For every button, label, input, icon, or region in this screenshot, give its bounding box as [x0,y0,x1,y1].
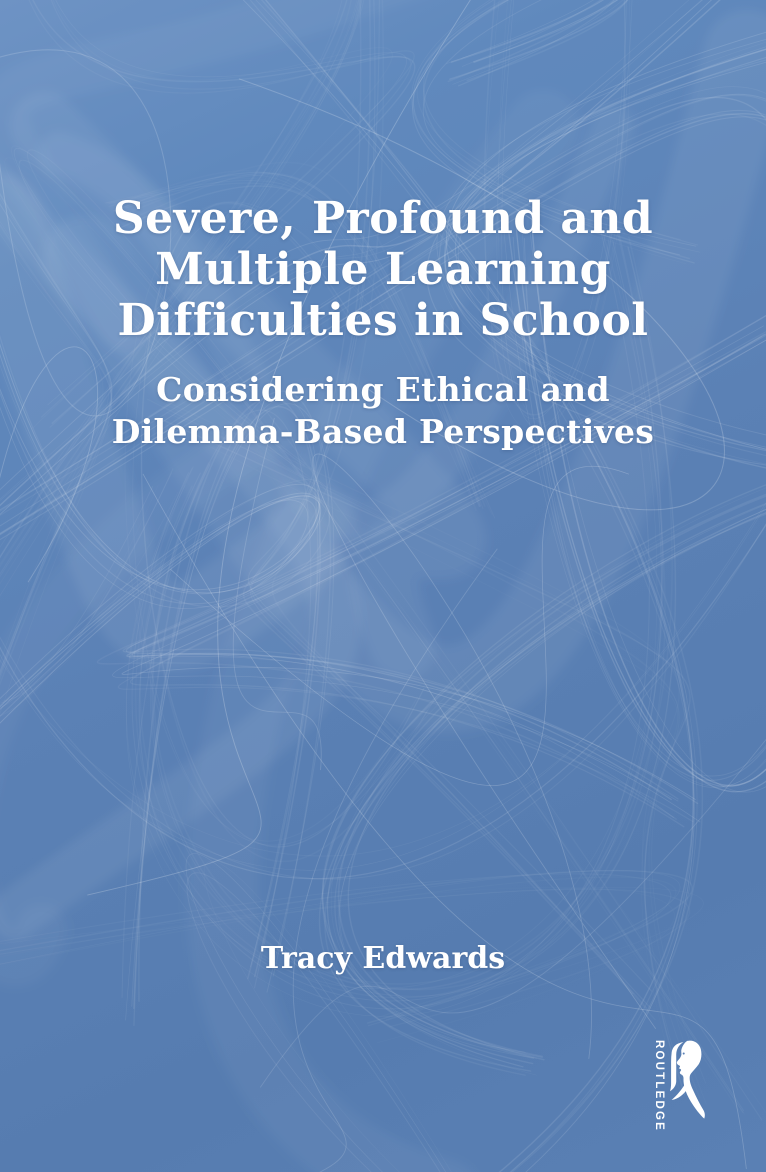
title-line: Severe, Profound and [112,193,654,244]
title-line: Difficulties in School [117,295,649,346]
title-line: Multiple Learning [155,244,611,295]
book-subtitle [0,369,766,453]
title-block [0,193,766,453]
subtitle-line: Dilemma-Based Perspectives [111,412,655,451]
routledge-logo [652,1040,706,1132]
subtitle-line: Considering Ethical and [156,370,610,409]
routledge-wordmark: ROUTLEDGE [653,1040,665,1132]
author-name: Tracy Edwards [260,941,506,976]
routledge-r-face-icon [669,1040,706,1120]
book-title [0,193,766,346]
